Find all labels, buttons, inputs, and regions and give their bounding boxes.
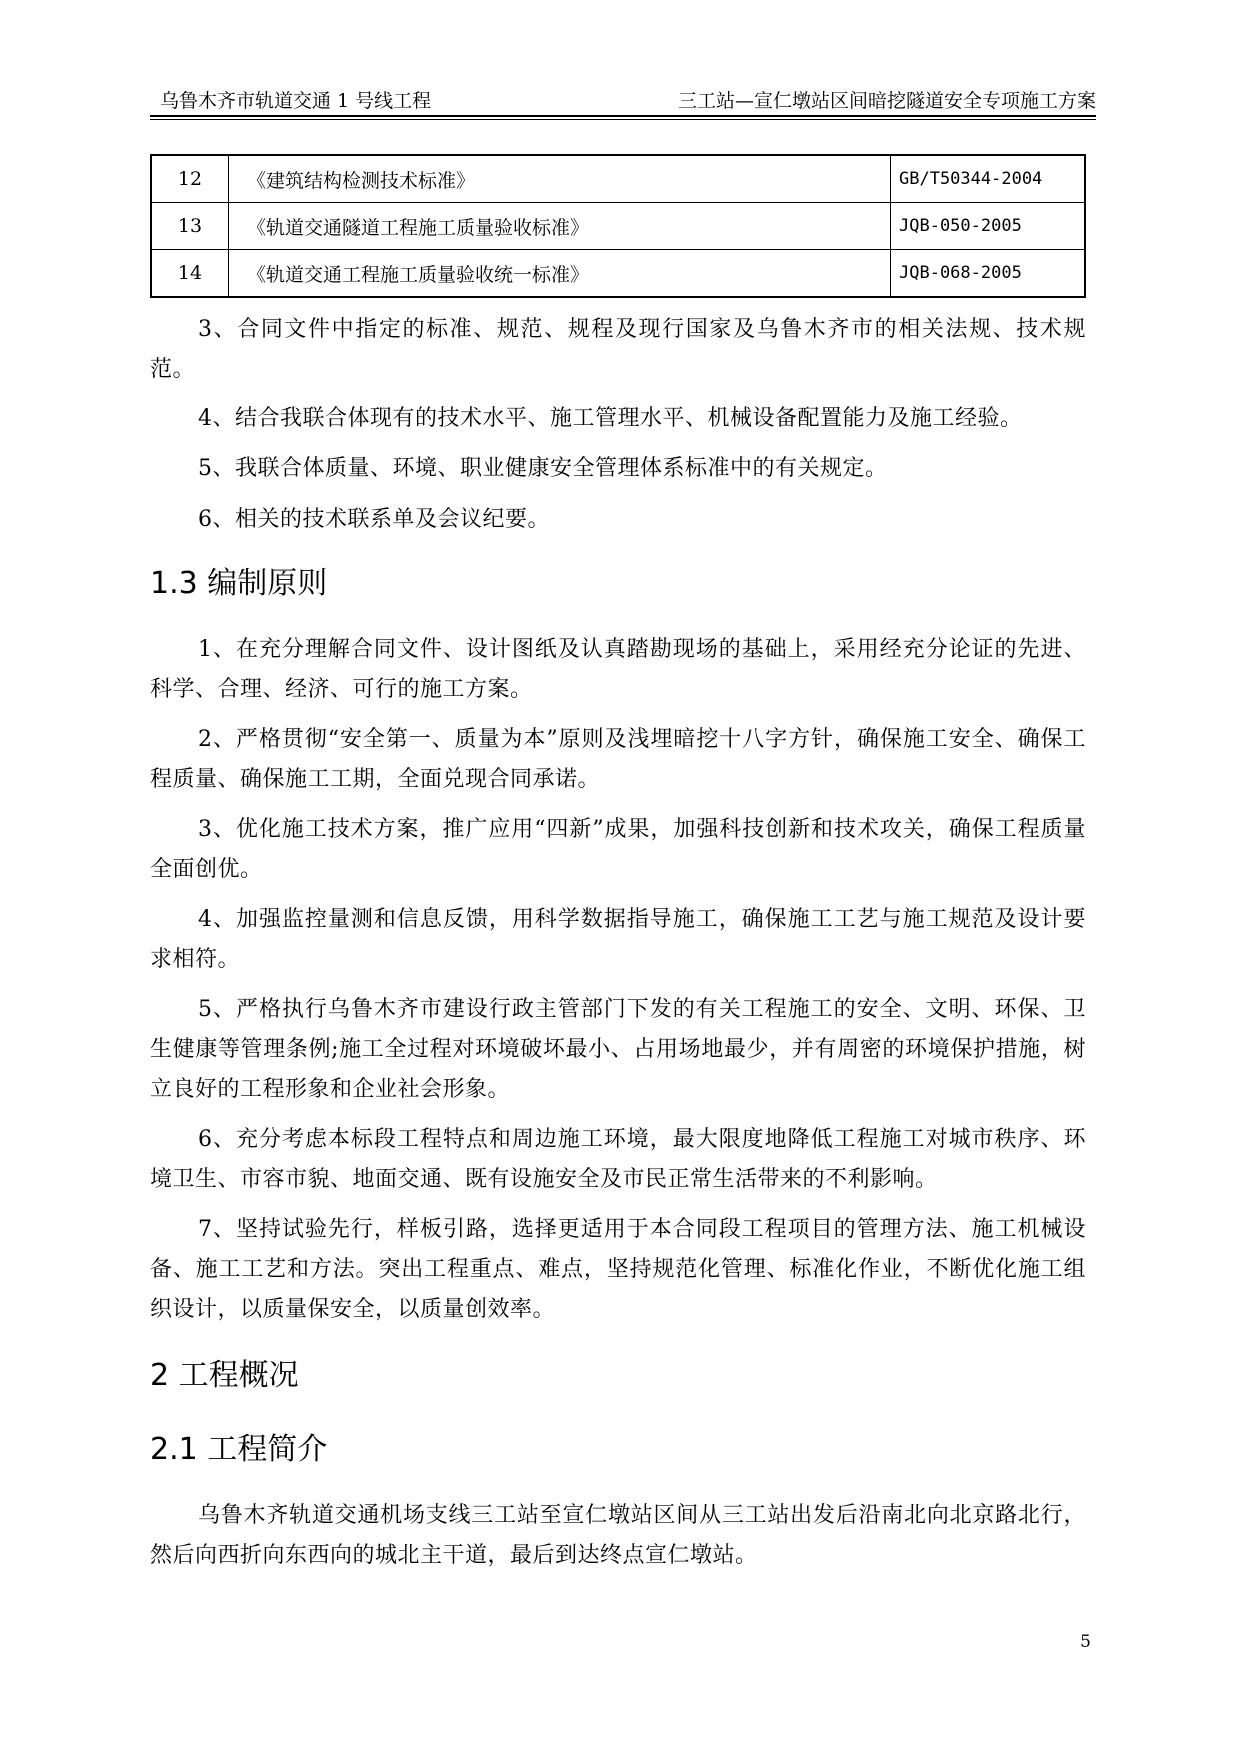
standard-code: JQB-068-2005 [891, 250, 1086, 298]
table-row [151, 250, 1085, 298]
standard-name: 《建筑结构检测技术标准》 [229, 155, 891, 203]
basis-item-4: 4、结合我联合体现有的技术水平、施工管理水平、机械设备配置能力及施工经验。 [198, 406, 1023, 431]
standard-code: JQB-050-2005 [891, 203, 1086, 250]
table-row [151, 203, 1085, 250]
row-number: 13 [151, 203, 229, 250]
basis-item-6: 6、相关的技术联系单及会议纪要。 [198, 507, 550, 532]
row-number: 14 [151, 250, 229, 298]
principle-item-6: 6、充分考虑本标段工程特点和周边施工环境，最大限度地降低工程施工对城市秩序、环境卫生、市容市貌、地面交通、既有设施安全及市民正常生活带来的不利影响。 [150, 1127, 1086, 1192]
standards-table [150, 154, 1086, 298]
header-rule-thick [150, 115, 1096, 117]
standard-name: 《轨道交通隧道工程施工质量验收标准》 [229, 203, 891, 250]
row-number: 12 [151, 155, 229, 203]
table-row [151, 155, 1085, 203]
basis-item-3: 3、合同文件中指定的标准、规范、规程及现行国家及乌鲁木齐市的相关法规、技术规范。 [150, 317, 1086, 382]
section-heading-1-3: 1.3 编制原则 [150, 566, 328, 601]
project-intro-paragraph: 乌鲁木齐轨道交通机场支线三工站至宣仁墩站区间从三工站出发后沿南北向北京路北行，然后向西折向东西向的城北主干道，最后到达终点宣仁墩站。 [150, 1503, 1086, 1568]
header-rule-thin [150, 119, 1096, 120]
running-header-title: 三工站—宣仁墩站区间暗挖隧道安全专项施工方案 [677, 90, 1096, 112]
principle-item-1: 1、在充分理解合同文件、设计图纸及认真踏勘现场的基础上，采用经充分论证的先进、科学、合理、经济、可行的施工方案。 [150, 637, 1086, 702]
principle-item-3: 3、优化施工技术方案，推广应用“四新”成果，加强科技创新和技术攻关，确保工程质量全面创优。 [150, 817, 1086, 882]
principle-item-7: 7、坚持试验先行，样板引路，选择更适用于本合同段工程项目的管理方法、施工机械设备、施工工艺和方法。突出工程重点、难点，坚持规范化管理、标准化作业，不断优化施工组织设计，以质量保安全，以质量创效率。 [150, 1217, 1086, 1322]
standard-name: 《轨道交通工程施工质量验收统一标准》 [229, 250, 891, 298]
standard-code: GB/T50344-2004 [891, 155, 1086, 203]
principle-item-2: 2、严格贯彻“安全第一、质量为本”原则及浅埋暗挖十八字方针，确保施工安全、确保工程质量、确保施工工期，全面兑现合同承诺。 [150, 727, 1086, 792]
basis-item-5: 5、我联合体质量、环境、职业健康安全管理体系标准中的有关规定。 [198, 456, 888, 481]
principle-item-5: 5、严格执行乌鲁木齐市建设行政主管部门下发的有关工程施工的安全、文明、环保、卫生健康等管理条例;施工全过程对环境破坏最小、占用场地最少，并有周密的环境保护措施，树立良好的工程形象和企业社会形象。 [150, 997, 1086, 1102]
principle-item-4: 4、加强监控量测和信息反馈，用科学数据指导施工，确保施工工艺与施工规范及设计要求相符。 [150, 907, 1086, 972]
section-heading-2-1: 2.1 工程简介 [150, 1432, 328, 1467]
running-header-project: 乌鲁木齐市轨道交通 1 号线工程 [160, 90, 432, 112]
page-number: 5 [1080, 1632, 1091, 1652]
section-heading-2: 2 工程概况 [150, 1358, 299, 1393]
